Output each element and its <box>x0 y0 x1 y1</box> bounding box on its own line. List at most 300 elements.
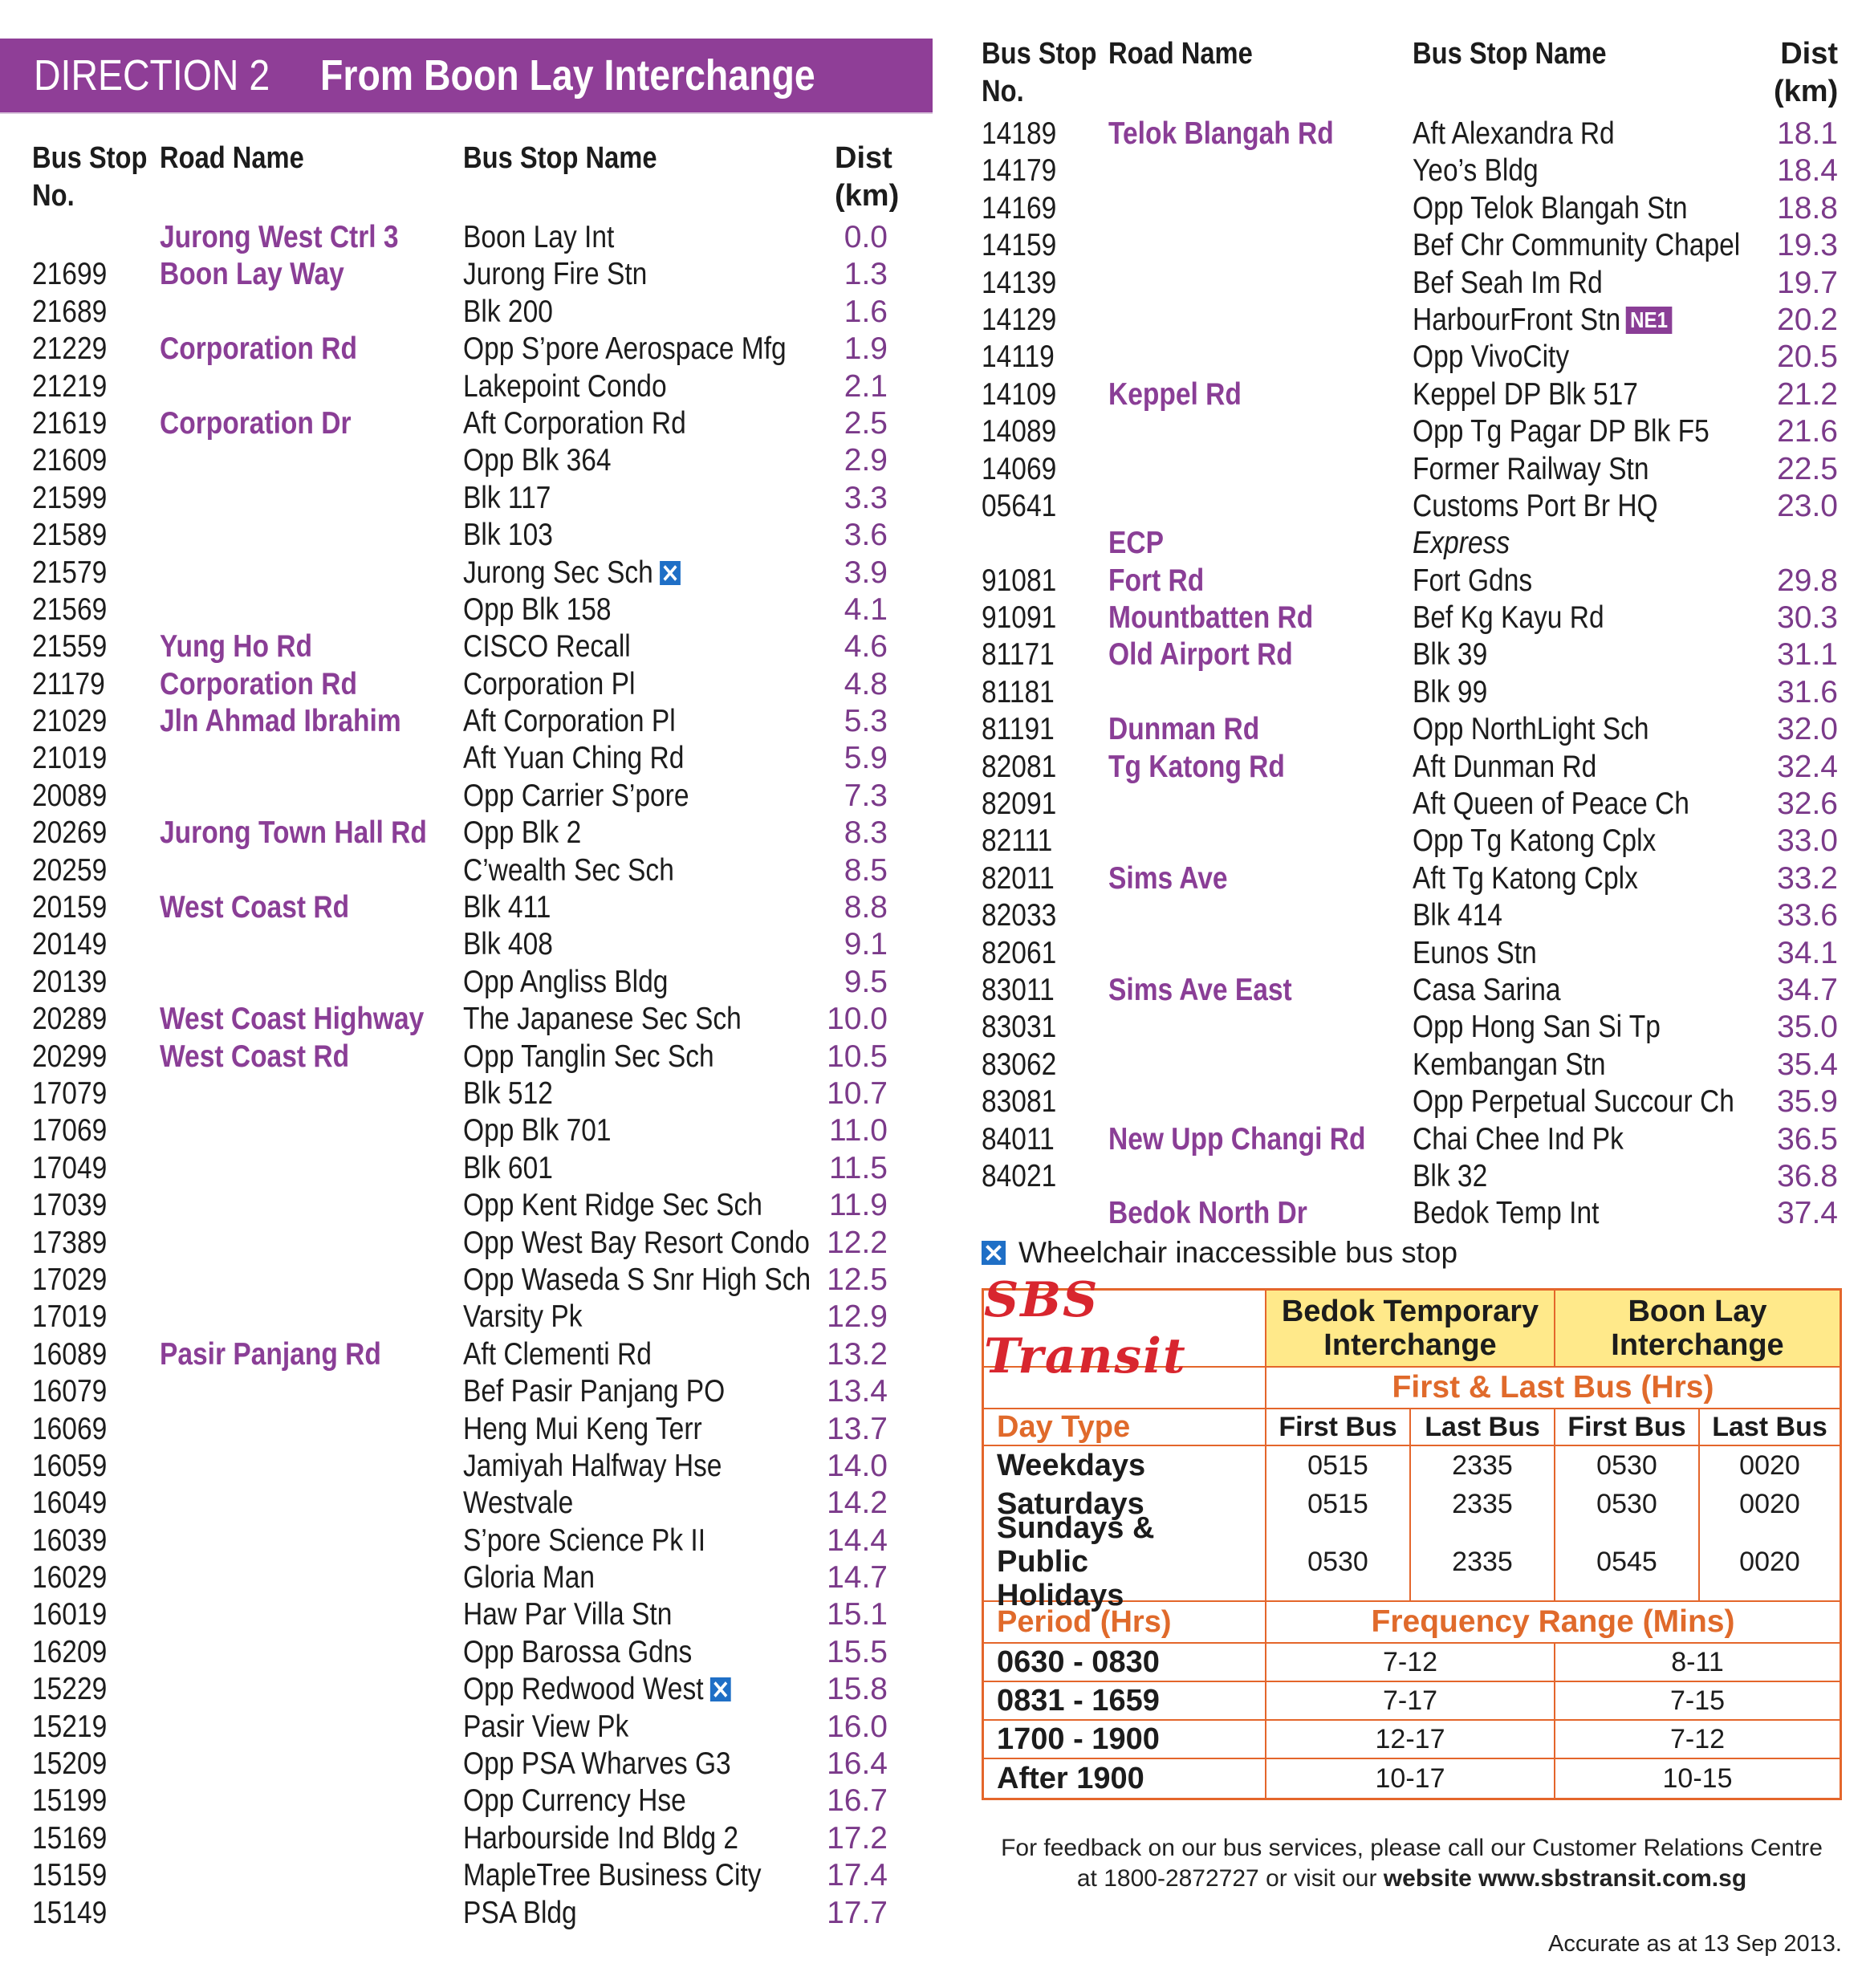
bus-time: 0530 <box>1555 1446 1700 1485</box>
stop-name: Blk 103 <box>463 518 553 553</box>
stop-name: Express <box>1413 526 1510 561</box>
left-header-stop-name: Bus Stop Name <box>463 141 657 175</box>
stop-number: 21619 <box>32 405 108 441</box>
day-rows <box>984 1446 1840 1612</box>
stop-number: 17019 <box>32 1299 108 1335</box>
stop-number: 83062 <box>982 1047 1057 1082</box>
distance-km: 21.6 <box>1777 414 1838 449</box>
stop-name: Jurong Sec Sch <box>463 555 716 592</box>
distance-km: 2.9 <box>844 443 888 478</box>
stop-name: Blk 411 <box>463 890 551 925</box>
stop-number: 14179 <box>982 153 1057 189</box>
frequency-bedok: 10-17 <box>1266 1759 1555 1798</box>
stop-name: Aft Queen of Peace Ch <box>1413 787 1689 822</box>
distance-km: 4.6 <box>844 629 888 665</box>
stop-name: Opp Tg Pagar DP Blk F5 <box>1413 414 1709 449</box>
frequency-boon-lay: 10-15 <box>1662 1762 1733 1794</box>
stop-name: Bef Chr Community Chapel <box>1413 228 1741 263</box>
stop-number: 17039 <box>32 1188 108 1223</box>
distance-km: 9.1 <box>844 927 888 962</box>
stop-name: Blk 601 <box>463 1150 553 1185</box>
website-link[interactable]: website www.sbstransit.com.sg <box>1383 1865 1747 1892</box>
road-name: Telok Blangah Rd <box>1108 116 1334 151</box>
distance-km: 10.5 <box>827 1039 888 1074</box>
frequency-bedok: 12-17 <box>1266 1721 1555 1758</box>
road-name: Corporation Dr <box>160 405 352 441</box>
table-row <box>0 1857 933 1894</box>
stop-number: 20089 <box>32 778 108 813</box>
table-row <box>0 600 1866 636</box>
distance-km: 32.6 <box>1777 787 1838 822</box>
road-name: Sims Ave <box>1108 860 1228 896</box>
distance-km: 21.2 <box>1777 376 1838 412</box>
distance-km: 2.1 <box>844 368 888 404</box>
distance-km: 8.3 <box>844 815 888 851</box>
table-row <box>0 711 1866 748</box>
distance-km: 15.5 <box>827 1634 888 1669</box>
distance-km: 14.4 <box>827 1523 888 1558</box>
frequency-boon-lay: 7-12 <box>1669 1723 1726 1754</box>
distance-km: 32.4 <box>1777 749 1838 784</box>
stop-name: Opp S’pore Aerospace Mfg <box>463 331 787 367</box>
stop-name: Varsity Pk <box>463 1299 583 1335</box>
road-name: Mountbatten Rd <box>1108 600 1314 636</box>
period-title-row <box>984 1602 1840 1644</box>
table-row <box>0 1336 933 1373</box>
distance-km: 9.5 <box>844 964 888 999</box>
stop-number: 14159 <box>982 228 1057 263</box>
stop-name: Bef Kg Kayu Rd <box>1413 600 1604 636</box>
stop-name: Aft Yuan Ching Rd <box>463 741 685 776</box>
stop-name: S’pore Science Pk II <box>463 1523 706 1558</box>
stop-name: Opp Blk 364 <box>463 443 612 478</box>
stop-number: 84011 <box>982 1121 1055 1157</box>
first-bus-label-2: First Bus <box>1555 1409 1700 1445</box>
distance-km: 12.5 <box>827 1262 888 1297</box>
frequency-bedok: 7-17 <box>1266 1682 1555 1719</box>
stop-name: Former Railway Stn <box>1413 451 1649 486</box>
distance-km: 14.2 <box>827 1486 888 1521</box>
distance-km: 3.9 <box>844 555 888 590</box>
stop-name: Opp Redwood West <box>463 1671 774 1708</box>
distance-km: 35.0 <box>1777 1010 1838 1045</box>
table-row <box>0 563 1866 600</box>
table-row <box>0 1523 933 1559</box>
stop-name: PSA Bldg <box>463 1895 577 1930</box>
period-range: 0831 - 1659 <box>984 1682 1266 1719</box>
day-label: Weekdays <box>984 1446 1266 1485</box>
distance-km: 10.0 <box>827 1002 888 1037</box>
bus-time: 0515 <box>1266 1446 1411 1485</box>
table-row <box>0 339 1866 376</box>
distance-km: 33.6 <box>1777 898 1838 933</box>
stop-name: Gloria Man <box>463 1560 596 1596</box>
stop-number: 20159 <box>32 890 108 925</box>
left-header-dist: Dist (km) <box>835 141 900 213</box>
distance-km: 18.4 <box>1777 153 1838 189</box>
stop-name: Opp Barossa Gdns <box>463 1634 693 1669</box>
stop-number: 82081 <box>982 749 1057 784</box>
stop-name: Blk 117 <box>463 480 551 515</box>
table-row <box>0 1709 933 1746</box>
table-row <box>0 674 1866 711</box>
distance-km: 31.6 <box>1777 674 1838 709</box>
table-row <box>0 451 1866 488</box>
stop-name: Opp Kent Ridge Sec Sch <box>463 1188 762 1223</box>
distance-km: 17.4 <box>827 1858 888 1893</box>
stop-number: 17389 <box>32 1225 108 1260</box>
bus-time: 2335 <box>1411 1523 1555 1600</box>
distance-km: 17.2 <box>827 1820 888 1856</box>
table-row <box>0 190 1866 227</box>
stop-name: Blk 99 <box>1413 674 1488 709</box>
stop-number: 16039 <box>32 1523 108 1558</box>
distance-km: 15.1 <box>827 1597 888 1632</box>
stop-name: Keppel DP Blk 517 <box>1413 376 1638 412</box>
stop-number: 20299 <box>32 1039 108 1074</box>
stop-number: 20139 <box>32 964 108 999</box>
distance-km: 20.5 <box>1777 339 1838 375</box>
frequency-boon-lay: 7-15 <box>1669 1685 1726 1716</box>
stop-name: Aft Clementi Rd <box>463 1336 652 1372</box>
right-header-stop-name: Bus Stop Name <box>1413 37 1607 71</box>
stop-number: 15229 <box>32 1672 108 1707</box>
table-row <box>0 1596 933 1633</box>
road-name: Pasir Panjang Rd <box>160 1336 381 1372</box>
right-header-dist: Dist (km) <box>1774 37 1839 108</box>
distance-km: 15.8 <box>827 1672 888 1707</box>
stop-name: Blk 200 <box>463 294 553 329</box>
stop-name: Jamiyah Halfway Hse <box>463 1448 722 1483</box>
stop-number: 14139 <box>982 265 1057 300</box>
stop-number: 16079 <box>32 1374 108 1409</box>
stop-name: Kembangan Stn <box>1413 1047 1606 1082</box>
stop-number: 21029 <box>32 704 108 739</box>
distance-km: 1.3 <box>844 257 888 292</box>
stop-number: 15169 <box>32 1820 108 1856</box>
distance-km: 35.4 <box>1777 1047 1838 1082</box>
period-range: 0630 - 0830 <box>984 1644 1266 1681</box>
period-range: After 1900 <box>984 1759 1266 1798</box>
stop-number: 14129 <box>982 302 1057 337</box>
stop-number: 20259 <box>32 852 108 888</box>
stop-number: 14069 <box>982 451 1057 486</box>
distance-km: 0.0 <box>844 220 888 254</box>
period-rows <box>984 1644 1840 1798</box>
stop-number: 14119 <box>982 339 1055 375</box>
table-row <box>0 302 1866 339</box>
stop-number: 21559 <box>32 629 108 665</box>
day-label: Sundays & Public Holidays <box>984 1523 1266 1600</box>
stop-name: Westvale <box>463 1486 574 1521</box>
stop-name: Fort Gdns <box>1413 563 1533 598</box>
bus-time: 0020 <box>1739 1449 1800 1481</box>
stop-name: Harbourside Ind Bldg 2 <box>463 1820 739 1856</box>
bus-time: 0020 <box>1739 1546 1800 1577</box>
stop-name: Opp Telok Blangah Stn <box>1413 190 1688 226</box>
stop-number: 81171 <box>982 637 1055 673</box>
distance-km: 8.8 <box>844 890 888 925</box>
direction-origin: From Boon Lay Interchange <box>320 51 815 100</box>
frequency-title: Frequency Range (Mins) <box>1371 1604 1735 1639</box>
stop-name: Eunos Stn <box>1413 935 1537 970</box>
stop-number: 83011 <box>982 972 1055 1007</box>
first-last-title: First & Last Bus (Hrs) <box>1392 1370 1714 1405</box>
bus-time: 0020 <box>1739 1488 1800 1519</box>
road-name: Tg Katong Rd <box>1108 749 1285 784</box>
distance-km: 19.7 <box>1777 265 1838 300</box>
table-row <box>0 227 1866 264</box>
road-name: Corporation Rd <box>160 331 357 367</box>
stop-number: 20149 <box>32 927 108 962</box>
table-row <box>0 1746 933 1783</box>
stop-number: 17079 <box>32 1075 108 1111</box>
table-row <box>0 823 1866 860</box>
distance-km: 36.5 <box>1777 1121 1838 1157</box>
table-row <box>0 152 1866 189</box>
stop-number: 83081 <box>982 1084 1057 1120</box>
right-stop-table <box>0 116 1866 1233</box>
distance-km: 12.9 <box>827 1299 888 1335</box>
stop-number: 82033 <box>982 898 1057 933</box>
stop-name: Bef Pasir Panjang PO <box>463 1374 726 1409</box>
stop-name: CISCO Recall <box>463 629 631 665</box>
stop-number: 05641 <box>982 488 1057 523</box>
table-row <box>0 860 1866 897</box>
stop-number: 17049 <box>32 1150 108 1185</box>
table-row <box>0 1121 1866 1158</box>
bus-time: 2335 <box>1411 1485 1555 1523</box>
distance-km: 35.9 <box>1777 1084 1838 1120</box>
stop-number: 20269 <box>32 815 108 851</box>
right-header-road: Road Name <box>1108 37 1253 71</box>
distance-km: 14.0 <box>827 1448 888 1483</box>
distance-km: 30.3 <box>1777 600 1838 636</box>
stop-number: 21229 <box>32 331 108 367</box>
distance-km: 8.5 <box>844 852 888 888</box>
stop-number: 16209 <box>32 1634 108 1669</box>
stop-name: Aft Dunman Rd <box>1413 749 1597 784</box>
table-row <box>0 1485 933 1522</box>
timetable-header-row <box>984 1272 1840 1384</box>
distance-km: 19.3 <box>1777 228 1838 263</box>
distance-km: 11.0 <box>828 1113 888 1148</box>
table-row <box>0 1448 933 1485</box>
stop-name: Opp West Bay Resort Condo <box>463 1225 810 1260</box>
stop-number: 21589 <box>32 518 108 553</box>
table-row <box>0 1634 933 1671</box>
table-row <box>0 1047 1866 1083</box>
stop-number: 84021 <box>982 1158 1057 1193</box>
table-row <box>0 749 1866 786</box>
road-name: Bedok North Dr <box>1108 1196 1307 1231</box>
stop-name: Opp Angliss Bldg <box>463 964 669 999</box>
stop-name: Chai Chee Ind Pk <box>1413 1121 1624 1157</box>
road-name: ECP <box>1108 526 1164 561</box>
stop-name: Bedok Temp Int <box>1413 1196 1600 1231</box>
stop-name: Aft Corporation Rd <box>463 405 686 441</box>
stop-name: Jurong Fire Stn <box>463 257 648 292</box>
stop-name: Customs Port Br HQ <box>1413 488 1658 523</box>
stop-number: 21579 <box>32 555 108 590</box>
stop-name: Blk 408 <box>463 927 553 962</box>
stop-name: Opp Tg Katong Cplx <box>1413 823 1657 859</box>
road-name: Jurong West Ctrl 3 <box>160 220 399 254</box>
distance-km: 20.2 <box>1777 302 1838 337</box>
stop-name: Opp VivoCity <box>1413 339 1570 375</box>
stop-number: 82091 <box>982 787 1057 822</box>
stop-number: 15219 <box>32 1709 108 1744</box>
sbs-transit-logo: SBS Transit <box>984 1291 1266 1366</box>
distance-km: 1.9 <box>844 331 888 367</box>
distance-km: 32.0 <box>1777 712 1838 747</box>
distance-km: 11.5 <box>828 1150 888 1185</box>
wheelchair-inaccessible-icon <box>710 1677 731 1701</box>
table-row <box>0 413 1866 450</box>
distance-km: 16.7 <box>827 1783 888 1819</box>
distance-km: 3.3 <box>844 480 888 515</box>
stop-number: 15209 <box>32 1746 108 1782</box>
distance-km: 29.8 <box>1777 563 1838 598</box>
distance-km: 22.5 <box>1777 451 1838 486</box>
distance-km: 36.8 <box>1777 1158 1838 1193</box>
distance-km: 17.7 <box>827 1895 888 1930</box>
table-row <box>0 1158 1866 1195</box>
stop-number: 83031 <box>982 1010 1057 1045</box>
stop-number: 14189 <box>982 116 1057 151</box>
table-row <box>0 636 1866 673</box>
stop-number: 14109 <box>982 376 1057 412</box>
first-bus-label-1: First Bus <box>1266 1409 1411 1445</box>
last-bus-label-2: Last Bus <box>1712 1411 1827 1442</box>
road-name: West Coast Rd <box>160 1039 350 1074</box>
road-name: New Upp Changi Rd <box>1108 1121 1366 1157</box>
stop-number: 16059 <box>32 1448 108 1483</box>
stop-name: The Japanese Sec Sch <box>463 1002 742 1037</box>
distance-km: 18.1 <box>1777 116 1838 151</box>
stop-name: Opp Blk 2 <box>463 815 582 851</box>
stop-name: Opp Waseda S Snr High Sch <box>463 1262 811 1297</box>
distance-km: 1.6 <box>844 294 888 329</box>
table-row <box>0 935 1866 972</box>
road-name: Jurong Town Hall Rd <box>160 815 427 851</box>
stop-name: Boon Lay Int <box>463 220 615 254</box>
stop-name: Casa Sarina <box>1413 972 1561 1007</box>
table-row <box>0 265 1866 302</box>
table-row <box>0 972 1866 1009</box>
day-type-label: Day Type <box>984 1409 1266 1445</box>
distance-km: 2.5 <box>844 405 888 441</box>
distance-km: 14.7 <box>827 1560 888 1596</box>
distance-km: 7.3 <box>844 778 888 813</box>
frequency-boon-lay: 8-11 <box>1671 1646 1724 1677</box>
stop-number: 20289 <box>32 1002 108 1037</box>
distance-km: 5.3 <box>844 704 888 739</box>
accuracy-date: Accurate as at 13 Sep 2013. <box>1548 1931 1842 1957</box>
stop-name: Pasir View Pk <box>463 1709 629 1744</box>
period-row <box>984 1644 1840 1682</box>
stop-name: MapleTree Business City <box>463 1858 762 1893</box>
road-name: West Coast Highway <box>160 1002 425 1037</box>
distance-km: 16.0 <box>827 1709 888 1744</box>
bus-time: 0515 <box>1266 1485 1411 1523</box>
stop-name: Opp Blk 701 <box>463 1113 612 1148</box>
table-row <box>0 1820 933 1857</box>
timetable <box>982 1272 1842 1800</box>
table-row <box>0 116 1866 152</box>
distance-km: 11.9 <box>828 1188 888 1223</box>
stop-name: Opp Tanglin Sec Sch <box>463 1039 714 1074</box>
stop-name: Aft Alexandra Rd <box>1413 116 1615 151</box>
day-row <box>984 1446 1840 1485</box>
bus-time: 0530 <box>1555 1485 1700 1523</box>
stop-name: Corporation Pl <box>463 666 636 701</box>
stop-number: 81191 <box>982 712 1055 747</box>
table-row <box>0 1299 933 1335</box>
bus-time: 0545 <box>1555 1523 1700 1600</box>
stop-name: Blk 39 <box>1413 637 1488 673</box>
road-name: Old Airport Rd <box>1108 637 1293 673</box>
stop-number: 21219 <box>32 368 108 404</box>
wheelchair-inaccessible-icon <box>982 1241 1006 1265</box>
stop-number: 82011 <box>982 860 1055 896</box>
distance-km: 4.8 <box>844 666 888 701</box>
period-row <box>984 1682 1840 1721</box>
table-row <box>0 1262 933 1299</box>
legend <box>982 1236 1457 1270</box>
direction-title <box>0 51 896 100</box>
stop-number: 14089 <box>982 414 1057 449</box>
table-row <box>0 1895 933 1932</box>
stop-number: 15149 <box>32 1895 108 1930</box>
table-row <box>0 1009 1866 1046</box>
stop-name: HarbourFront Stn NE1 <box>1413 302 1714 339</box>
stop-name: Opp Perpetual Succour Ch <box>1413 1084 1734 1120</box>
legend-text: Wheelchair inaccessible bus stop <box>1018 1236 1458 1269</box>
last-bus-label-1: Last Bus <box>1411 1409 1555 1445</box>
banner-divider <box>0 112 933 114</box>
period-range: 1700 - 1900 <box>984 1721 1266 1758</box>
stop-name: Yeo’s Bldg <box>1413 153 1539 189</box>
day-row <box>984 1511 1840 1612</box>
stop-name: Aft Corporation Pl <box>463 704 676 739</box>
right-header-stop-no: Bus Stop No. <box>982 37 1097 108</box>
stop-number: 82061 <box>982 935 1057 970</box>
mrt-line-badge: NE1 <box>1626 307 1672 334</box>
period-row <box>984 1721 1840 1759</box>
distance-km: 37.4 <box>1777 1196 1838 1231</box>
stop-number: 82111 <box>982 823 1053 859</box>
distance-km: 18.8 <box>1777 190 1838 226</box>
road-name: Fort Rd <box>1108 563 1205 598</box>
distance-km: 13.2 <box>827 1336 888 1372</box>
distance-km: 4.1 <box>844 592 888 627</box>
road-name: Boon Lay Way <box>160 257 344 292</box>
stop-number: 21179 <box>32 666 105 701</box>
stop-name: Blk 414 <box>1413 898 1502 933</box>
col-bedok: Bedok Temporary Interchange <box>1266 1291 1555 1366</box>
table-row <box>0 376 1866 413</box>
table-row <box>0 488 1866 525</box>
stop-number: 21699 <box>32 257 108 292</box>
distance-km: 3.6 <box>844 518 888 553</box>
table-row <box>0 1373 933 1410</box>
table-row <box>0 1411 933 1448</box>
stop-name: C’wealth Sec Sch <box>463 852 674 888</box>
stop-number: 21599 <box>32 480 108 515</box>
road-name: Jln Ahmad Ibrahim <box>160 704 401 739</box>
bus-time: 0530 <box>1266 1523 1411 1600</box>
